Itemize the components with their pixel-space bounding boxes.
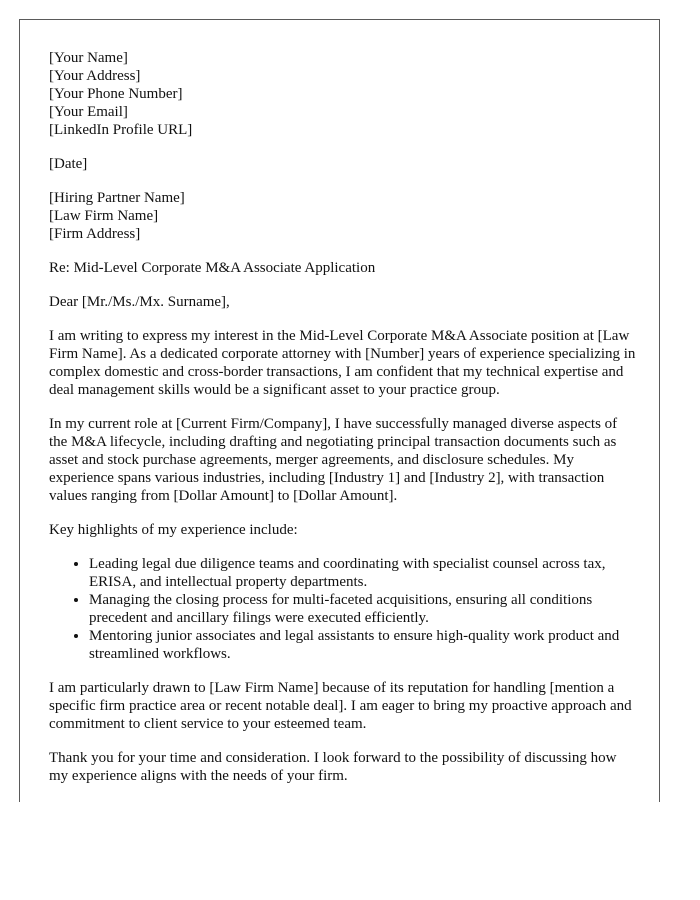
sender-email: [Your Email] <box>49 104 128 120</box>
sender-linkedin: [LinkedIn Profile URL] <box>49 122 193 138</box>
sender-block <box>49 49 639 139</box>
body-paragraph-thanks: Thank you for your time and consideration. I look forward to the possibility of discussing how my experience aligns with the needs of your firm. <box>49 750 617 784</box>
letter-page <box>19 19 660 802</box>
salutation: Dear [Mr./Ms./Mx. Surname], <box>49 294 230 310</box>
body-paragraph-intro: I am writing to express my interest in the Mid-Level Corporate M&A Associate position at [Law Firm Name]. As a dedicated corporate attorney with [Number] years of experience specializing in complex domestic and cross-border transactions, I am confident that my technical expertise and deal management skills would be a significant asset to your practice group. <box>49 328 636 398</box>
body-paragraph-experience: In my current role at [Current Firm/Company], I have successfully managed diverse aspects of the M&A lifecycle, including drafting and negotiating principal transaction documents such as asset and stock purchase agreements, merger agreements, and disclosure schedules. My experience spans various industries, including [Industry 1] and [Industry 2], with transaction values ranging from [Dollar Amount] to [Dollar Amount]. <box>49 416 618 504</box>
list-item: • Managing the closing process for multi-faceted acquisitions, ensuring all conditions precedent and ancillary filings were executed efficiently. <box>89 591 639 627</box>
recipient-firm: [Law Firm Name] <box>49 208 159 224</box>
recipient-name: [Hiring Partner Name] <box>49 190 185 206</box>
highlights-list <box>49 555 639 663</box>
date-block <box>49 155 639 173</box>
sender-name: [Your Name] <box>49 50 128 66</box>
recipient-block <box>49 189 639 243</box>
body-paragraph-motivation: I am particularly drawn to [Law Firm Name] because of its reputation for handling [mention a specific firm practice area or recent notable deal]. I am eager to bring my proactive approach and commitment to client service to your esteemed team. <box>49 680 632 732</box>
sender-phone: [Your Phone Number] <box>49 86 183 102</box>
letter-content <box>49 49 639 801</box>
letter-date: [Date] <box>49 156 88 172</box>
subject-line: Re: Mid-Level Corporate M&A Associate Application <box>49 260 376 276</box>
sender-address: [Your Address] <box>49 68 141 84</box>
recipient-address: [Firm Address] <box>49 226 141 242</box>
body-paragraph-highlights-lead: Key highlights of my experience include: <box>49 522 298 538</box>
list-item: • Leading legal due diligence teams and coordinating with specialist counsel across tax, ERISA, and intellectual property departments. <box>89 555 639 591</box>
list-item: • Mentoring junior associates and legal assistants to ensure high-quality work product and streamlined workflows. <box>89 627 639 663</box>
